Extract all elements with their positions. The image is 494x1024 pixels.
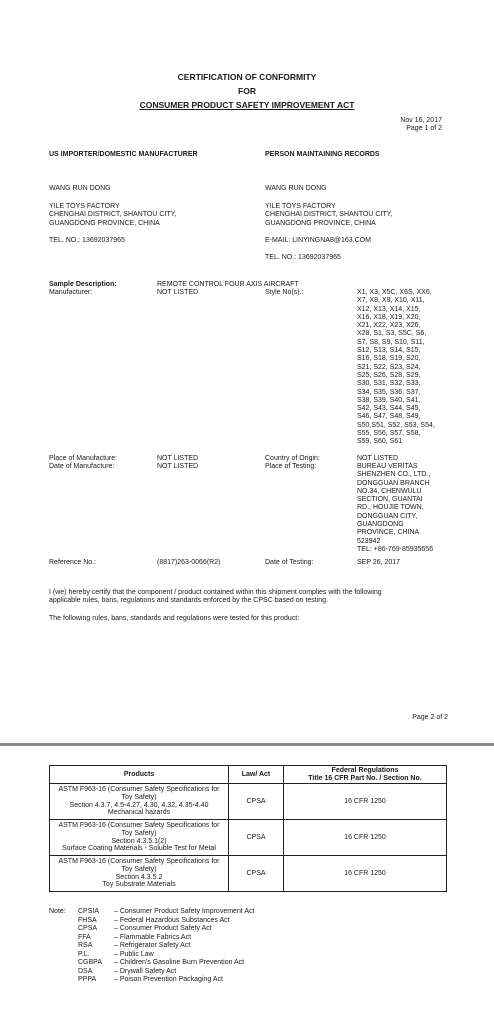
cfr-cell: 16 CFR 1250 [284,784,447,820]
note-abbr: FHSA [78,916,97,924]
note-row [49,934,254,943]
note-row [49,976,254,985]
table-row [50,820,447,856]
note-row [49,917,254,926]
note-abbr: FFA [78,933,91,941]
product-cell: ASTM F963-16 (Consumer Safety Specifications for Toy Safety) Section 4.3.5.2 Toy Substrate Materials [50,856,229,892]
doc-date: Nov 16, 2017 [400,117,442,124]
country-of-origin-label: Country of Origin: [265,455,320,462]
note-desc: – Consumer Product Safety Act [114,925,212,932]
manufacturer-label: Manufacturer: [49,289,93,296]
header-products: Products [50,766,229,784]
law-cell: CPSA [229,784,284,820]
note-label: Note: [49,908,66,915]
rules-intro: The following rules, bans, standards and regulations were tested for this product: [49,615,300,622]
note-desc: – Children's Gasoline Burn Prevention Act [114,959,245,966]
page-2-number: Page 2 of 2 [412,714,448,721]
records-tel: TEL. NO.: 13692037965 [265,254,341,261]
note-abbr: DSA [78,967,93,975]
notes-section [49,908,254,985]
sample-desc-value: REMOTE CONTROL FOUR AXIS AIRCRAFT [157,281,299,288]
certify-statement: I (we) hereby certify that the component / product contained within this shipment complies with the following applicable rules, bans, regulations and standards enforced by the CPSC based on testing. [49,589,382,605]
note-row [49,942,254,951]
product-cell: ASTM F963-16 (Consumer Safety Specifications for Toy Safety) Section 4.3.7, 4.5-4.27, 4.30, 4.32, 4.35-4.40 Mechanical hazards [50,784,229,820]
note-desc: – Poison Prevention Packaging Act [114,976,223,983]
manufacturer-value: NOT LISTED [157,289,199,296]
header-law: Law/ Act [229,766,284,784]
note-row [49,908,254,917]
note-abbr: P.L. [78,950,90,958]
importer-heading: US IMPORTER/DOMESTIC MANUFACTURER [49,151,198,158]
note-desc: – Federal Hazardous Substances Act [114,916,230,924]
note-desc: – Drywall Safety Act [114,967,177,975]
table-row [50,856,447,892]
importer-tel: TEL. NO.: 13692037965 [49,237,125,244]
doc-title-act: CONSUMER PRODUCT SAFETY IMPROVEMENT ACT [139,100,355,110]
style-label: Style No(s).: [265,289,304,296]
cfr-cell: 16 CFR 1250 [284,820,447,856]
note-desc: – Flammable Fabrics Act [114,933,192,941]
records-heading: PERSON MAINTAINING RECORDS [265,151,380,158]
note-abbr: CPSA [78,925,98,932]
note-row [49,951,254,960]
place-of-manufacture-value: NOT LISTED [157,455,199,462]
place-of-manufacture-label: Place of Manufacture: [49,455,118,462]
note-abbr: RSA [78,942,93,949]
law-cell: CPSA [229,820,284,856]
reference-value: (8817)263-0066(R2) [157,559,221,566]
page-divider [0,743,494,746]
doc-title: CERTIFICATION OF CONFORMITY [177,72,317,82]
note-row [49,925,254,934]
date-of-testing-label: Date of Testing: [265,559,314,566]
doc-title-for: FOR [238,86,256,96]
note-row [49,959,254,968]
note-abbr: CGBPA [78,959,102,966]
importer-address: YILE TOYS FACTORY CHENGHAI DISTRICT, SHANTOU CITY, GUANGDONG PROVINCE, CHINA [49,203,177,227]
sample-desc-label: Sample Description: [49,281,117,288]
table-row [50,784,447,820]
page-number: Page 1 of 2 [406,125,442,132]
law-cell: CPSA [229,856,284,892]
note-abbr: CPSIA [78,908,100,915]
country-of-origin-value: NOT LISTED [357,455,399,462]
note-desc: – Consumer Product Safety Improvement Act [114,908,255,915]
importer-name: WANG RUN DONG [49,185,111,192]
header-federal: Federal Regulations Title 16 CFR Part No. / Section No. [284,766,447,784]
note-desc: – Public Law [114,950,154,958]
product-cell: ASTM F963-16 (Consumer Safety Specifications for Toy Safety) Section 4.3.5.1(2) Surface Coating Materials - Soluble Test for Metal [50,820,229,856]
place-of-testing-value: BUREAU VERITAS SHENZHEN CO., LTD., DONGGUAN BRANCH NO.34, CHENWULU SECTION, GUANTAI RD., HOUJIE TOWN, DONGGUAN CITY, GUANGDONG PROVINCE, CHINA 523942 TEL: +86-769-85935656 [357,463,434,553]
style-numbers: X1, X3, X5C, X6S, XX6, X7, X8, X9, X10, X11, X12, X13, X14, X15, X16, X18, X19, X20, X21, X22, X23, X26, X28, S1, S3, S5C, S6, S7, S8, S9, S10, S11, S12, S13, S14, S15, S16, S18, S19, S20, S21, S22, S23, S24, S25, S26, S28, S29, S30, S31, S32, S33, S34, S35, S36, S37, S38, S39, S40, S41, S42, S43, S44, S45, S46, S47, S48, S49, S50,S51, S52, S53, S54, S55, S56, S57, S58, S59, S60, S61 [357,289,435,446]
date-of-testing-value: SEP 26, 2017 [357,559,401,566]
rules-table [49,765,447,892]
date-of-manufacture-value: NOT LISTED [157,463,199,470]
records-name: WANG RUN DONG [265,185,327,192]
cfr-cell: 16 CFR 1250 [284,856,447,892]
note-row [49,968,254,977]
note-desc: – Refrigerator Safety Act [114,942,191,949]
records-address: YILE TOYS FACTORY CHENGHAI DISTRICT, SHANTOU CITY, GUANGDONG PROVINCE, CHINA [265,203,393,227]
reference-label: Reference No.: [49,559,97,566]
place-of-testing-label: Place of Testing: [265,463,317,470]
date-of-manufacture-label: Date of Manufacture: [49,463,115,470]
note-abbr: PPPA [78,976,97,983]
records-email: E-MAIL: LINYINGNA8@163.COM [265,237,371,244]
rules-table-header [50,766,447,784]
